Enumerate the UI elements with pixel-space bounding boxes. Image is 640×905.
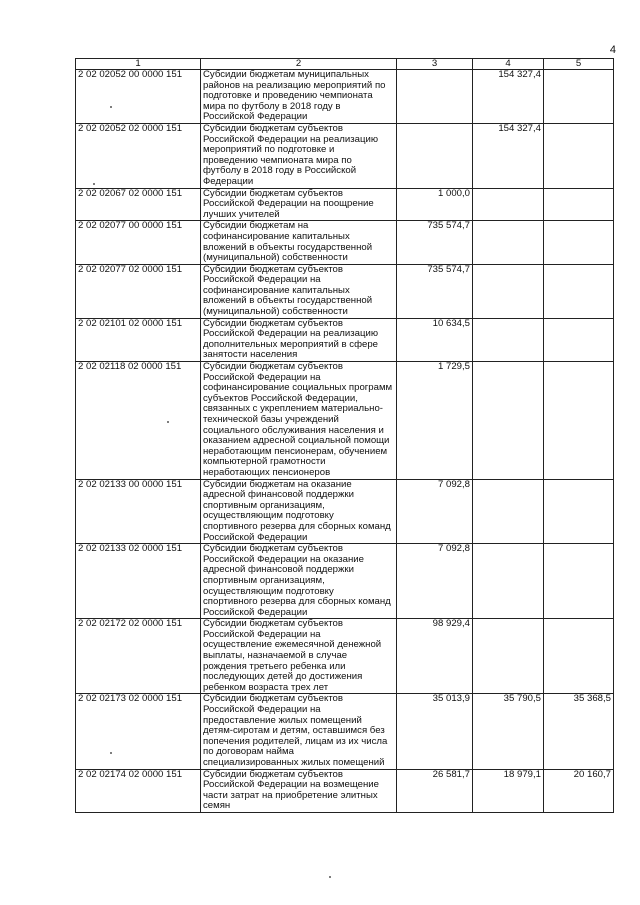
description-line: Российской Федерации на оказание (203, 553, 364, 565)
description-line: детям-сиротам и детям, оставшимся без (203, 725, 385, 737)
table-row (76, 479, 614, 544)
description-line: технической базы учреждений (203, 414, 339, 425)
description-line: Субсидии бюджетам субъектов (203, 318, 343, 329)
amount-cell-col3: 26 581,7 (397, 769, 473, 812)
table-row (76, 123, 614, 188)
budget-code-cell: 2 02 02133 00 0000 151 (76, 479, 201, 544)
amount-cell-col4 (473, 619, 544, 694)
scan-speck (329, 876, 331, 878)
description-line: социального обслуживания населения и (203, 424, 384, 436)
description-line: Российской Федерации (203, 111, 308, 123)
description-line: Российской Федерации на (203, 628, 321, 640)
column-header-1: 1 (76, 59, 201, 70)
column-header-5: 5 (544, 59, 614, 70)
amount-cell-col3: 735 574,7 (397, 221, 473, 264)
amount-cell-col3: 98 929,4 (397, 619, 473, 694)
description-line: занятости населения (203, 349, 298, 361)
description-line: адресной финансовой поддержки (203, 489, 354, 501)
budget-code-cell: 2 02 02052 00 0000 151 (76, 70, 201, 124)
description-line: Субсидии бюджетам на (203, 220, 309, 232)
amount-cell-col3: 1 000,0 (397, 188, 473, 221)
amount-cell-col3: 35 013,9 (397, 694, 473, 769)
description-line: Российской Федерации на (203, 371, 321, 383)
description-line: осуществляющим подготовку (203, 510, 334, 522)
description-line: софинансирование капитальных (203, 230, 350, 242)
amount-cell-col3: 7 092,8 (397, 479, 473, 544)
description-line: софинансирование социальных программ (203, 382, 393, 394)
description-line: семян (203, 800, 231, 812)
description-line: адресной финансовой поддержки (203, 564, 354, 576)
description-line: Российской Федерации на поощрение (203, 198, 374, 210)
amount-cell-col4 (473, 318, 544, 361)
description-line: Субсидии бюджетам субъектов (203, 361, 343, 373)
page-number: 4 (609, 44, 616, 56)
amount-cell-col4 (473, 479, 544, 544)
description-line: вложений в объекты государственной (203, 241, 373, 253)
description-line: Российской Федерации на реализацию (203, 133, 379, 145)
amount-cell-col3: 10 634,5 (397, 318, 473, 361)
budget-code-cell: 2 02 02174 02 0000 151 (76, 769, 201, 812)
description-line: дополнительных мероприятий в сфере (203, 338, 378, 350)
description-line: по договорам найма (203, 746, 294, 758)
scan-speck (93, 183, 95, 185)
amount-cell-col4: 154 327,4 (473, 123, 544, 188)
amount-cell-col5 (544, 362, 614, 480)
budget-code-cell: 2 02 02067 02 0000 151 (76, 188, 201, 221)
table-row (76, 619, 614, 694)
description-line: Субсидии бюджетам субъектов (203, 543, 343, 555)
amount-cell-col4 (473, 221, 544, 264)
description-line: вложений в объекты государственной (203, 295, 373, 307)
description-cell (201, 123, 397, 188)
description-line: районов на реализацию мероприятий по (203, 79, 386, 91)
table-row (76, 362, 614, 480)
description-line: мероприятий по подготовке и (203, 144, 335, 156)
description-cell (201, 70, 397, 124)
description-line: связанных с укреплением материально- (203, 403, 383, 415)
amount-cell-col4: 18 979,1 (473, 769, 544, 812)
description-line: (муниципальной) собственности (203, 252, 348, 264)
description-line: Субсидии бюджетам субъектов (203, 618, 343, 630)
description-line: лучших учителей (203, 208, 280, 220)
amount-cell-col5 (544, 123, 614, 188)
amount-cell-col3: 735 574,7 (397, 264, 473, 318)
amount-cell-col5 (544, 479, 614, 544)
amount-cell-col5 (544, 544, 614, 619)
scan-speck (110, 752, 112, 754)
description-line: Субсидии бюджетам субъектов (203, 769, 343, 780)
table-row (76, 769, 614, 812)
column-header-4: 4 (473, 59, 544, 70)
column-header-3: 3 (397, 59, 473, 70)
scan-speck (110, 106, 112, 108)
description-line: специализированных жилых помещений (203, 757, 385, 768)
amount-cell-col5 (544, 70, 614, 124)
amount-cell-col3: 7 092,8 (397, 544, 473, 619)
table-row (76, 221, 614, 264)
budget-code-cell: 2 02 02118 02 0000 151 (76, 362, 201, 480)
description-line: мира по футболу в 2018 году в (203, 100, 341, 112)
budget-code-cell: 2 02 02173 02 0000 151 (76, 694, 201, 769)
description-line: спортивного резерва для сборных команд (203, 520, 391, 532)
amount-cell-col5 (544, 318, 614, 361)
amount-cell-col3 (397, 70, 473, 124)
description-cell (201, 619, 397, 694)
description-line: Российской Федерации на (203, 704, 321, 716)
description-cell (201, 318, 397, 361)
description-line: оказанием адресной социальной помощи (203, 435, 390, 447)
budget-code-cell: 2 02 02172 02 0000 151 (76, 619, 201, 694)
description-line: осуществление ежемесячной денежной (203, 639, 382, 651)
description-line: предоставление жилых помещений (203, 714, 362, 726)
description-line: Субсидии бюджетам субъектов (203, 188, 343, 199)
description-line: Российской Федерации (203, 606, 308, 618)
description-line: Субсидии бюджетам субъектов (203, 123, 343, 134)
description-line: проведению чемпионата мира по (203, 154, 352, 166)
description-line: футболу в 2018 году в Российской (203, 165, 357, 177)
table-row (76, 694, 614, 769)
description-cell (201, 188, 397, 221)
amount-cell-col3: 1 729,5 (397, 362, 473, 480)
budget-code-cell: 2 02 02101 02 0000 151 (76, 318, 201, 361)
description-line: субъектов Российской Федерации, (203, 392, 358, 404)
amount-cell-col4: 35 790,5 (473, 694, 544, 769)
table-row (76, 318, 614, 361)
description-line: спортивным организациям, (203, 499, 325, 511)
description-cell (201, 221, 397, 264)
description-line: осуществляющим подготовку (203, 585, 334, 597)
description-line: спортивного резерва для сборных команд (203, 596, 391, 608)
description-line: Субсидии бюджетам муниципальных (203, 69, 369, 80)
description-cell (201, 694, 397, 769)
description-line: спортивным организациям, (203, 574, 325, 586)
description-line: Российской Федерации на возмещение (203, 779, 379, 791)
column-header-2: 2 (201, 59, 397, 70)
amount-cell-col4 (473, 264, 544, 318)
description-line: части затрат на приобретение элитных (203, 789, 378, 801)
table-row (76, 188, 614, 221)
description-line: выплаты, назначаемой в случае (203, 650, 348, 662)
amount-cell-col5: 35 368,5 (544, 694, 614, 769)
amount-cell-col5: 20 160,7 (544, 769, 614, 812)
description-line: Федерации (203, 175, 254, 187)
description-cell (201, 362, 397, 480)
budget-code-cell: 2 02 02077 02 0000 151 (76, 264, 201, 318)
description-line: попечения родителей, лицам из их числа (203, 735, 388, 747)
description-line: (муниципальной) собственности (203, 306, 348, 318)
description-line: Субсидии бюджетам на оказание (203, 479, 352, 490)
table-row (76, 544, 614, 619)
description-line: Российской Федерации на реализацию (203, 328, 379, 340)
budget-code-cell: 2 02 02077 00 0000 151 (76, 221, 201, 264)
description-cell (201, 769, 397, 812)
amount-cell-col5 (544, 188, 614, 221)
amount-cell-col4 (473, 188, 544, 221)
amount-cell-col5 (544, 221, 614, 264)
scan-speck (167, 421, 169, 423)
description-line: Российской Федерации на (203, 274, 321, 286)
description-line: рождения третьего ребенка или (203, 660, 346, 672)
amount-cell-col4 (473, 362, 544, 480)
description-line: Субсидии бюджетам субъектов (203, 264, 343, 275)
description-cell (201, 264, 397, 318)
description-line: компьютерной грамотности (203, 456, 326, 468)
amount-cell-col5 (544, 619, 614, 694)
table-row (76, 70, 614, 124)
amount-cell-col5 (544, 264, 614, 318)
table-row (76, 264, 614, 318)
description-cell (201, 479, 397, 544)
description-line: Российской Федерации (203, 531, 308, 543)
table-header-row (76, 59, 614, 70)
amount-cell-col3 (397, 123, 473, 188)
description-line: Субсидии бюджетам субъектов (203, 693, 343, 705)
description-line: ребенком возраста трех лет (203, 681, 329, 693)
budget-code-cell: 2 02 02133 02 0000 151 (76, 544, 201, 619)
description-line: неработающих пенсионеров (203, 466, 331, 478)
budget-table (75, 58, 614, 813)
description-line: неработающим пенсионерам, обучением (203, 445, 388, 457)
description-line: софинансирование капитальных (203, 284, 350, 296)
description-cell (201, 544, 397, 619)
table-body (76, 70, 614, 813)
description-line: последующих детей до достижения (203, 671, 363, 683)
amount-cell-col4 (473, 544, 544, 619)
amount-cell-col4: 154 327,4 (473, 70, 544, 124)
budget-code-cell: 2 02 02052 02 0000 151 (76, 123, 201, 188)
description-line: подготовке и проведению чемпионата (203, 90, 373, 102)
